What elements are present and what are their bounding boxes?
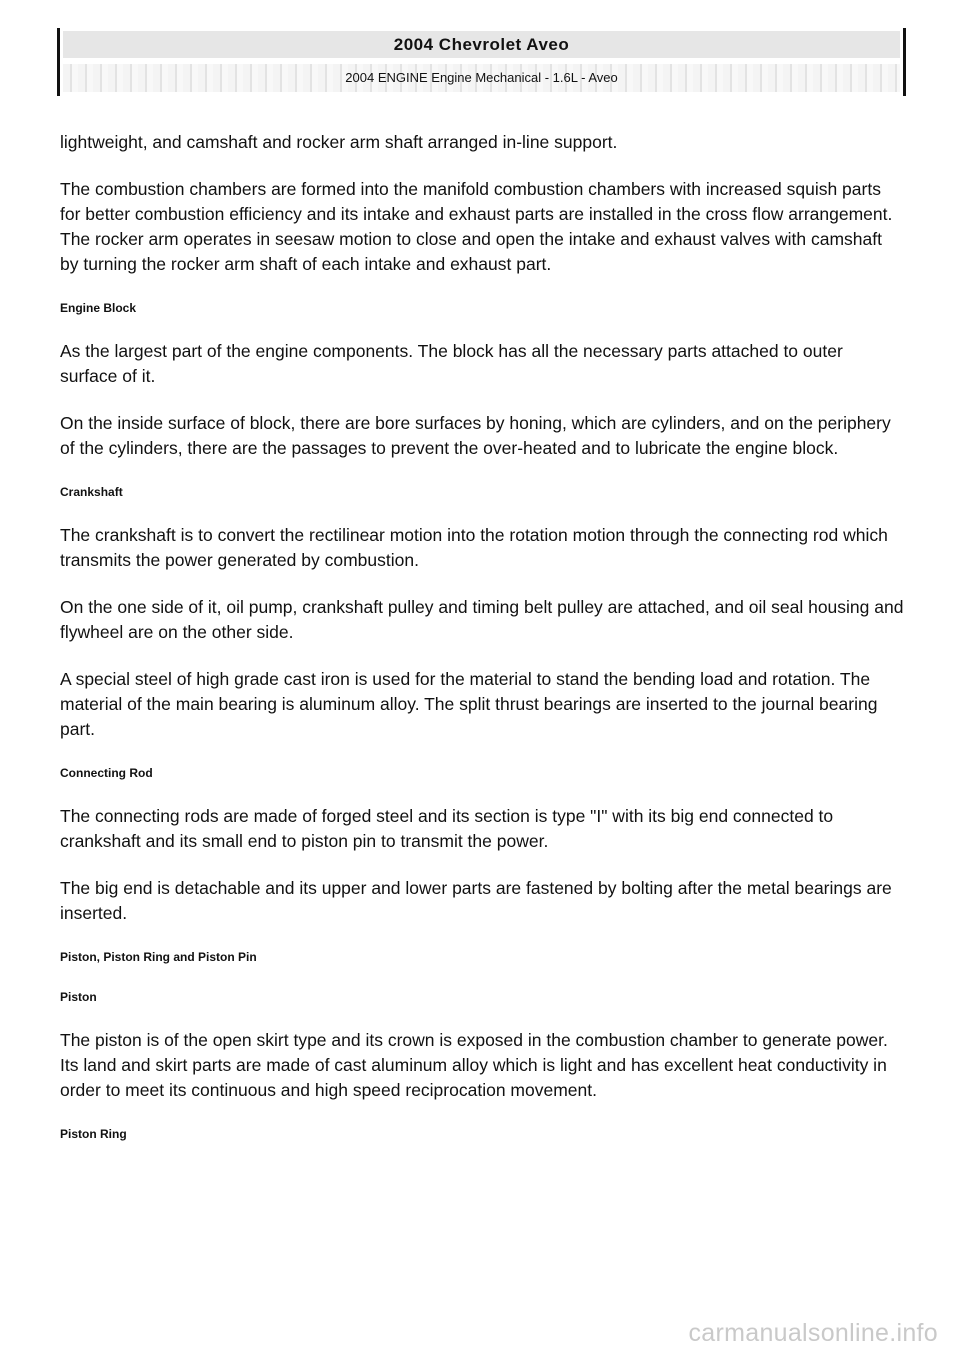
- page-header: [57, 28, 906, 96]
- watermark: carmanualsonline.info: [688, 1319, 938, 1347]
- paragraph: On the one side of it, oil pump, crankshaft pulley and timing belt pulley are attached, and oil seal housing and flywheel are on the other side.: [60, 597, 904, 642]
- paragraph: The crankshaft is to convert the rectilinear motion into the rotation motion through the connecting rod which transmits the power generated by combustion.: [60, 525, 888, 570]
- paragraph: On the inside surface of block, there are bore surfaces by honing, which are cylinders, and on the periphery of the cylinders, there are the passages to prevent the over-heated and to lubricate the engine block.: [60, 413, 891, 458]
- section-heading-piston-ring: Piston Ring: [60, 1127, 127, 1141]
- section-heading-engine-block: Engine Block: [60, 301, 137, 315]
- paragraph: The piston is of the open skirt type and its crown is exposed in the combustion chamber to generate power. Its land and skirt parts are made of cast aluminum alloy which is light and has excellent heat conductivity in order to meet its continuous and high speed reciprocation movement.: [60, 1030, 888, 1100]
- document-title: 2004 Chevrolet Aveo: [63, 31, 900, 58]
- document-subtitle: 2004 ENGINE Engine Mechanical - 1.6L - Aveo: [63, 64, 900, 92]
- paragraph: The big end is detachable and its upper and lower parts are fastened by bolting after the metal bearings are inserted.: [60, 878, 892, 923]
- document-body: [60, 130, 905, 1165]
- paragraph: The connecting rods are made of forged steel and its section is type "I" with its big end connected to crankshaft and its small end to piston pin to transmit the power.: [60, 806, 834, 851]
- paragraph: A special steel of high grade cast iron is used for the material to stand the bending load and rotation. The material of the main bearing is aluminum alloy. The split thrust bearings are inserted to the journal bearing part.: [60, 669, 878, 739]
- paragraph: lightweight, and camshaft and rocker arm shaft arranged in-line support.: [60, 132, 618, 152]
- section-heading-connecting-rod: Connecting Rod: [60, 766, 153, 780]
- section-heading-piston: Piston: [60, 990, 97, 1004]
- section-heading-piston-group: Piston, Piston Ring and Piston Pin: [60, 950, 257, 964]
- paragraph: The combustion chambers are formed into the manifold combustion chambers with increased squish parts for better combustion efficiency and its intake and exhaust parts are installed in the cross flow arrangement. The rocker arm operates in seesaw motion to close and open the intake and exhaust valves with camshaft by turning the rocker arm shaft of each intake and exhaust part.: [60, 179, 893, 274]
- paragraph: As the largest part of the engine components. The block has all the necessary parts attached to outer surface of it.: [60, 341, 843, 386]
- section-heading-crankshaft: Crankshaft: [60, 485, 123, 499]
